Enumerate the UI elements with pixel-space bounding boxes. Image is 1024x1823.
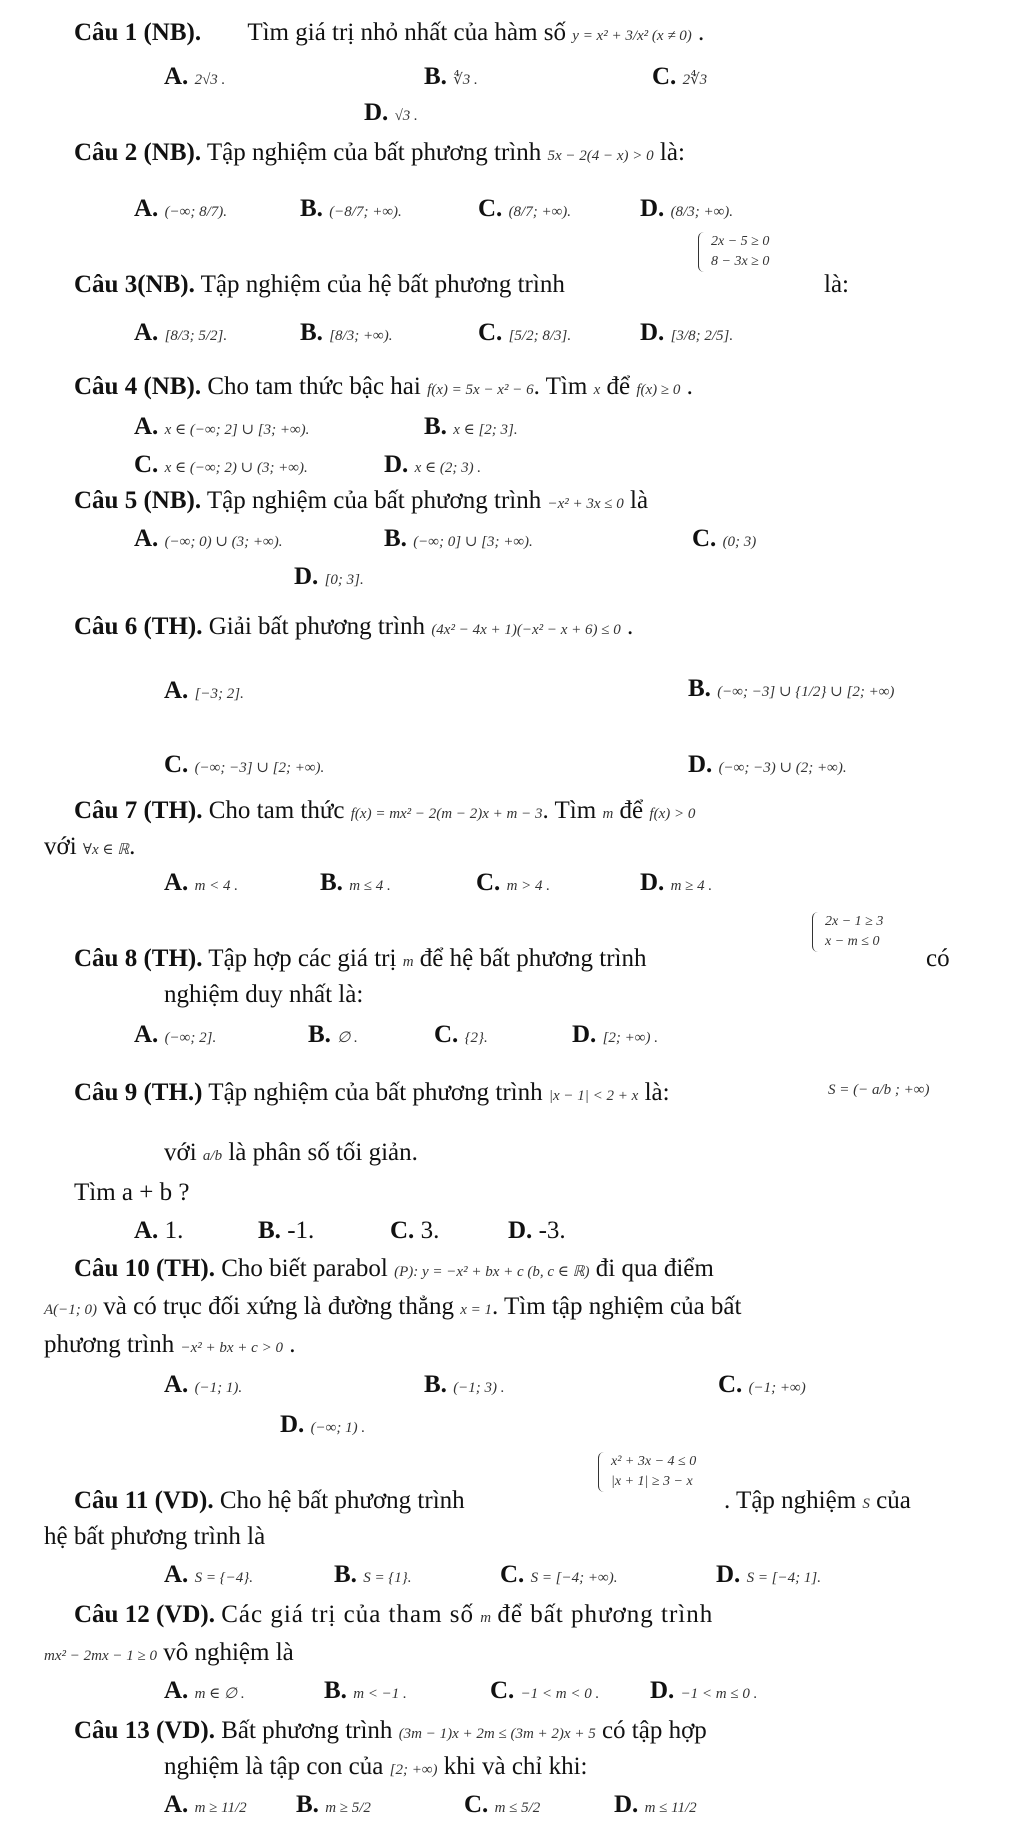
q3-option-a[interactable]: A. [8/3; 5/2].	[134, 319, 228, 346]
q12-head: Câu 12 (VD).	[74, 1601, 215, 1628]
q4-text: Cho tam thức bậc hai	[207, 373, 421, 400]
q8-option-b[interactable]: B. ∅ .	[308, 1021, 358, 1048]
q8-text2: để hệ bất phương trình	[419, 945, 647, 972]
q4-option-c[interactable]: C. x ∈ (−∞; 2) ∪ (3; +∞).	[134, 451, 308, 478]
q9-stem	[74, 1078, 670, 1111]
q4-option-d[interactable]: D. x ∈ (2; 3) .	[384, 451, 482, 478]
q5-tail: là	[630, 487, 649, 514]
q3-option-b[interactable]: B. [8/3; +∞).	[300, 319, 393, 346]
q9-option-a[interactable]: A. 1.	[134, 1217, 184, 1244]
q8-option-c[interactable]: C. {2}.	[434, 1021, 488, 1048]
q7-option-a[interactable]: A. m < 4 .	[164, 869, 239, 896]
q13-stem	[74, 1716, 707, 1749]
q4-math2: x	[593, 382, 601, 398]
q4-text2: . Tìm	[533, 373, 588, 400]
q8-system	[812, 912, 883, 952]
q5-text: Tập nghiệm của bất phương trình	[206, 487, 542, 514]
q3-option-c[interactable]: C. [5/2; 8/3].	[478, 319, 572, 346]
q8-system-line-2: x − m ≤ 0	[825, 934, 880, 949]
q13-option-a[interactable]: A. m ≥ 11/2	[164, 1791, 247, 1818]
q9-stem-line3: Tìm a + b ?	[74, 1179, 190, 1206]
q3-system-line-2: 8 − 3x ≥ 0	[711, 254, 770, 269]
q12-option-d[interactable]: D. −1 < m ≤ 0 .	[650, 1677, 758, 1704]
q7-stem-line2: với ∀x ∈ ℝ.	[44, 833, 136, 860]
q13-option-d[interactable]: D. m ≤ 11/2	[614, 1791, 697, 1818]
q10-stem-line3: phương trình −x² + bx + c > 0 .	[44, 1331, 296, 1358]
q2-option-c[interactable]: C. (8/7; +∞).	[478, 195, 572, 222]
q2-stem	[74, 138, 685, 171]
q9-head: Câu 9 (TH.)	[74, 1079, 203, 1106]
q13-stem-line2: nghiệm là tập con của [2; +∞) khi và chỉ khi:	[164, 1753, 588, 1780]
q10-math: (P): y = −x² + bx + c (b, c ∈ ℝ)	[394, 1264, 590, 1280]
q8-stem-line2: nghiệm duy nhất là:	[164, 981, 364, 1008]
q9-math: |x − 1| < 2 + x	[548, 1088, 639, 1104]
q10-text: Cho biết parabol	[221, 1255, 388, 1282]
q10-option-d[interactable]: D. (−∞; 1) .	[280, 1411, 366, 1438]
q3-head: Câu 3(NB).	[74, 271, 195, 298]
q10-stem	[74, 1254, 714, 1287]
q11-option-c[interactable]: C. S = [−4; +∞).	[500, 1561, 618, 1588]
q13-option-b[interactable]: B. m ≥ 5/2	[296, 1791, 371, 1818]
q13-text: Bất phương trình	[221, 1717, 393, 1744]
q8-head: Câu 8 (TH).	[74, 945, 203, 972]
q12-text: Các giá trị của tham số	[221, 1601, 475, 1628]
q2-text: Tập nghiệm của bất phương trình	[206, 139, 542, 166]
q3-tail: là:	[824, 271, 849, 298]
q2-math: 5x − 2(4 − x) > 0	[547, 148, 654, 164]
q11-stem-right: . Tập nghiệm S của	[724, 1487, 911, 1514]
q5-option-a[interactable]: A. (−∞; 0) ∪ (3; +∞).	[134, 525, 283, 552]
q11-system	[598, 1452, 696, 1492]
q10-head: Câu 10 (TH).	[74, 1255, 215, 1282]
q3-stem	[74, 270, 565, 300]
q11-stem-line2: hệ bất phương trình là	[44, 1523, 266, 1550]
q1-option-b[interactable]: B. ∜3 .	[424, 63, 478, 90]
q2-option-b[interactable]: B. (−8/7; +∞).	[300, 195, 402, 222]
q11-stem	[74, 1486, 465, 1516]
q10-option-a[interactable]: A. (−1; 1).	[164, 1371, 243, 1398]
q3-option-d[interactable]: D. [3/8; 2/5].	[640, 319, 734, 346]
q7-option-b[interactable]: B. m ≤ 4 .	[320, 869, 391, 896]
q11-option-d[interactable]: D. S = [−4; 1].	[716, 1561, 821, 1588]
q6-option-d[interactable]: D. (−∞; −3) ∪ (2; +∞).	[688, 751, 847, 778]
q7-head: Câu 7 (TH).	[74, 797, 203, 824]
q12-option-b[interactable]: B. m < −1 .	[324, 1677, 407, 1704]
q12-stem	[74, 1600, 954, 1633]
q13-option-c[interactable]: C. m ≤ 5/2	[464, 1791, 541, 1818]
q1-option-a[interactable]: A. 2√3 .	[164, 63, 226, 90]
q2-tail: là:	[659, 139, 685, 166]
q7-option-c[interactable]: C. m > 4 .	[476, 869, 551, 896]
q2-option-d[interactable]: D. (8/3; +∞).	[640, 195, 734, 222]
q4-math: f(x) = 5x − x² − 6	[427, 382, 534, 398]
q13-math: (3m − 1)x + 2m ≤ (3m + 2)x + 5	[398, 1726, 596, 1742]
q1-stem	[74, 18, 704, 51]
q9-text: Tập nghiệm của bất phương trình	[208, 1079, 543, 1106]
q9-option-b[interactable]: B. -1.	[258, 1217, 315, 1244]
q2-option-a[interactable]: A. (−∞; 8/7).	[134, 195, 228, 222]
q1-math: y = x² + 3/x² (x ≠ 0)	[572, 28, 692, 44]
q12-math: m	[480, 1610, 492, 1626]
q3-system-line-1: 2x − 5 ≥ 0	[711, 234, 770, 249]
q10-stem-line2: A(−1; 0) và có trục đối xứng là đường thẳng x = 1. Tìm tập nghiệm của bất	[44, 1293, 742, 1320]
q8-system-line-1: 2x − 1 ≥ 3	[825, 914, 884, 929]
q6-option-a[interactable]: A. [−3; 2].	[164, 677, 244, 704]
q6-option-b[interactable]: B. (−∞; −3] ∪ {1/2} ∪ [2; +∞)	[688, 675, 895, 702]
q10-text2: đi qua điểm	[595, 1255, 714, 1282]
q12-tail: để bất phương trình	[497, 1601, 714, 1628]
q1-tail: .	[698, 19, 705, 46]
q11-head: Câu 11 (VD).	[74, 1487, 214, 1514]
q8-tail: có	[926, 945, 950, 972]
q11-system-line-2: |x + 1| ≥ 3 − x	[611, 1474, 693, 1489]
q11-system-line-1: x² + 3x − 4 ≤ 0	[611, 1454, 697, 1469]
q7-math2: m	[602, 806, 614, 822]
q6-option-c[interactable]: C. (−∞; −3] ∪ [2; +∞).	[164, 751, 325, 778]
q8-text: Tập hợp các giá trị	[208, 945, 397, 972]
q12-stem-line2: mx² − 2mx − 1 ≥ 0 vô nghiệm là	[44, 1639, 294, 1666]
q5-math: −x² + 3x ≤ 0	[547, 496, 624, 512]
q13-tail: có tập hợp	[601, 1717, 707, 1744]
q4-math3: f(x) ≥ 0	[636, 382, 681, 398]
q5-stem	[74, 486, 648, 519]
q3-system	[698, 232, 769, 272]
q6-tail: .	[627, 613, 634, 640]
q10-option-c[interactable]: C. (−1; +∞)	[718, 1371, 806, 1398]
q5-option-c[interactable]: C. (0; 3)	[692, 525, 757, 552]
q9-set: S = (− a/b ; +∞)	[828, 1082, 930, 1098]
q7-math3: f(x) > 0	[649, 806, 696, 822]
q7-math: f(x) = mx² − 2(m − 2)x + m − 3	[350, 806, 543, 822]
q4-text3: để	[606, 373, 631, 400]
q13-head: Câu 13 (VD).	[74, 1717, 215, 1744]
q4-tail: .	[686, 373, 693, 400]
q6-math: (4x² − 4x + 1)(−x² − x + 6) ≤ 0	[431, 622, 621, 638]
q8-stem	[74, 944, 647, 977]
q5-option-b[interactable]: B. (−∞; 0] ∪ [3; +∞).	[384, 525, 533, 552]
q12-option-c[interactable]: C. −1 < m < 0 .	[490, 1677, 600, 1704]
q4-stem	[74, 372, 693, 405]
q1-text: Tìm giá trị nhỏ nhất của hàm số	[247, 19, 567, 46]
q6-head: Câu 6 (TH).	[74, 613, 203, 640]
q7-text3: để	[619, 797, 644, 824]
q7-option-d[interactable]: D. m ≥ 4 .	[640, 869, 713, 896]
q11-text: Cho hệ bất phương trình	[219, 1487, 465, 1514]
q11-option-b[interactable]: B. S = {1}.	[334, 1561, 412, 1588]
q7-text2: . Tìm	[542, 797, 597, 824]
q1-option-c[interactable]: C. 2∜3	[652, 63, 708, 90]
q4-option-a[interactable]: A. x ∈ (−∞; 2] ∪ [3; +∞).	[134, 413, 310, 440]
q9-stem-line2: với a/b là phân số tối giản.	[164, 1139, 418, 1166]
q6-text: Giải bất phương trình	[208, 613, 426, 640]
q2-head: Câu 2 (NB).	[74, 139, 202, 166]
q6-stem	[74, 612, 633, 645]
q8-option-d[interactable]: D. [2; +∞) .	[572, 1021, 658, 1048]
q4-head: Câu 4 (NB).	[74, 373, 202, 400]
q3-text: Tập nghiệm của hệ bất phương trình	[200, 271, 565, 298]
q8-option-a[interactable]: A. (−∞; 2].	[134, 1021, 217, 1048]
q5-option-d[interactable]: D. [0; 3].	[294, 563, 364, 590]
q7-stem	[74, 796, 695, 829]
q12-option-a[interactable]: A. m ∈ ∅ .	[164, 1677, 245, 1704]
q1-option-d[interactable]: D. √3 .	[364, 99, 418, 126]
q8-math: m	[402, 954, 414, 970]
q9-option-d[interactable]: D. -3.	[508, 1217, 566, 1244]
q5-head: Câu 5 (NB).	[74, 487, 202, 514]
q4-option-b[interactable]: B. x ∈ [2; 3].	[424, 413, 518, 440]
q7-text: Cho tam thức	[208, 797, 345, 824]
q9-tail: là:	[644, 1079, 670, 1106]
q1-head: Câu 1 (NB).	[74, 19, 202, 46]
q11-option-a[interactable]: A. S = {−4}.	[164, 1561, 254, 1588]
q9-option-c[interactable]: C. 3.	[390, 1217, 440, 1244]
q10-option-b[interactable]: B. (−1; 3) .	[424, 1371, 505, 1398]
